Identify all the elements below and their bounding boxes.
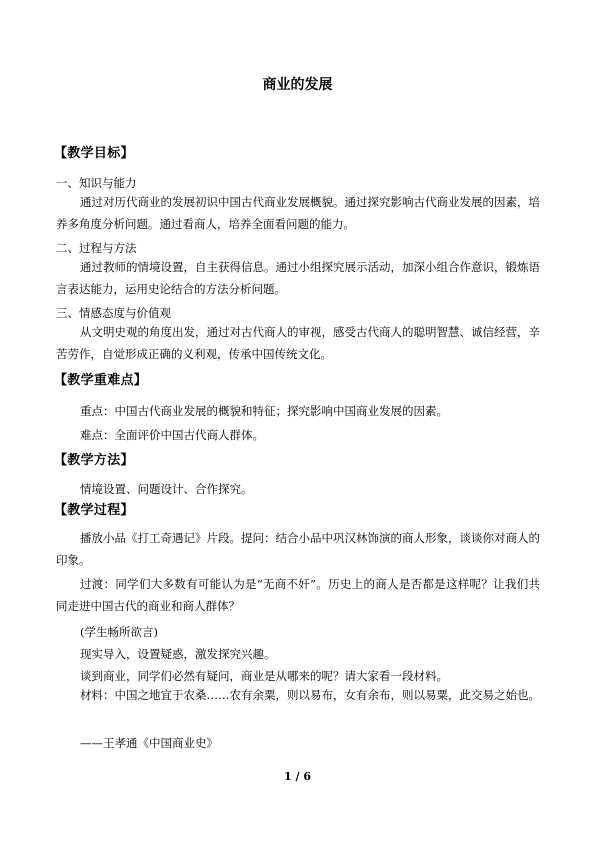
teaching-methods-heading: 【教学方法】	[54, 453, 134, 468]
teaching-process-heading: 【教学过程】	[54, 503, 134, 518]
knowledge-ability-title: 一、知识与能力	[56, 176, 137, 190]
process-transition-paragraph: 过渡：同学们大多数有可能认为是“无商不奸”。历史上的商人是否都是这样呢？让我们共同走进中国古代的商业和商人群体？	[56, 577, 540, 613]
knowledge-ability-text: 通过对历代商业的发展初识中国古代商业发展概貌。通过探究影响古代商业发展的因素，培养多角度分析问题。通过看商人，培养全面看问题的能力。	[56, 195, 540, 231]
commerce-question: 谈到商业，同学们必然有疑问，商业是从哪来的呢？请大家看一段材料。	[80, 669, 448, 683]
process-method-title: 二、过程与方法	[56, 241, 137, 255]
key-point-difficulty: 难点：全面评价中国古代商人群体。	[80, 428, 264, 442]
teaching-goals-heading: 【教学目标】	[54, 146, 134, 161]
introduction-note: 现实导入，设置疑惑，激发探究兴趣。	[80, 647, 276, 661]
values-title: 三、情感态度与价值观	[56, 306, 171, 320]
teaching-methods-text: 情境设置、问题设计、合作探究。	[80, 482, 253, 496]
page-number: 1 / 6	[284, 770, 311, 783]
process-intro-paragraph: 播放小品《打工奇遇记》片段。提问：结合小品中巩汉林饰演的商人形象，谈谈你对商人的印象。	[56, 531, 540, 567]
key-point-focus: 重点：中国古代商业发展的概貌和特征；探究影响中国商业发展的因素。	[80, 404, 448, 418]
source-citation: ——王孝通《中国商业史》	[80, 736, 218, 750]
source-material-quote: 材料：中国之地宜于农桑……农有余粟，则以易布，女有余布，则以易粟，此交易之始也。	[80, 688, 540, 702]
student-response-note: (学生畅所欲言)	[80, 625, 158, 639]
key-points-heading: 【教学重难点】	[54, 373, 148, 388]
process-method-text: 通过教师的情境设置，自主获得信息。通过小组探究展示活动，加深小组合作意识，锻炼语言表达能力，运用史论结合的方法分析问题。	[56, 260, 540, 296]
values-text: 从文明史观的角度出发，通过对古代商人的审视，感受古代商人的聪明智慧、诚信经营，辛苦劳作，自觉形成正确的义利观，传承中国传统文化。	[56, 325, 540, 361]
document-title: 商业的发展	[262, 77, 333, 93]
